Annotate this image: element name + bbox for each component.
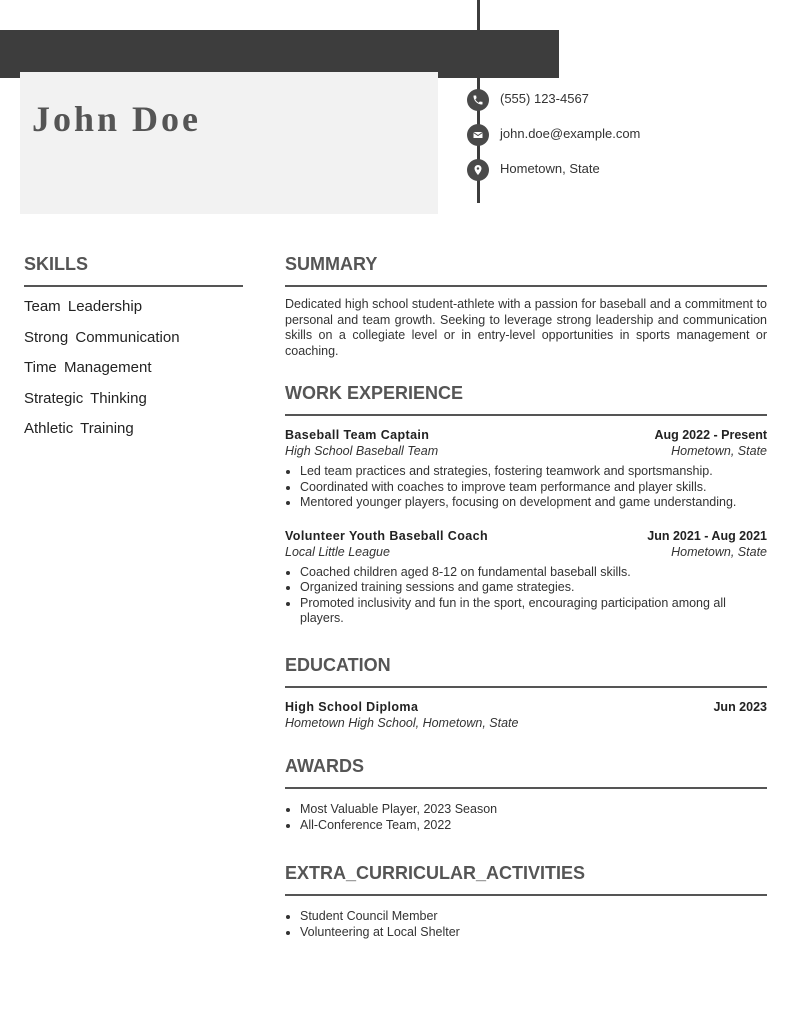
award-item: • Most Valuable Player, 2023 Season — [300, 801, 767, 817]
job-location: Hometown, State — [671, 544, 767, 559]
job-location: Hometown, State — [671, 444, 767, 458]
job-date: Aug 2022 - Present — [654, 428, 767, 442]
job-bullet: • Promoted inclusivity and fun in the sport, encouraging participation among all players. — [300, 596, 767, 627]
extracurricular-title: EXTRA_CURRICULAR_ACTIVITIES — [285, 863, 767, 896]
email-text: john.doe@example.com — [500, 126, 641, 141]
summary-title: SUMMARY — [285, 254, 767, 287]
activity-item: • Volunteering at Local Shelter — [300, 924, 767, 940]
skill-item: Athletic Training — [24, 420, 134, 437]
job-date: Jun 2021 - Aug 2021 — [647, 528, 767, 543]
skill-item: Team Leadership — [24, 298, 143, 315]
job-entry — [285, 428, 767, 511]
skills-title: SKILLS — [24, 254, 243, 287]
job-entry — [285, 529, 767, 627]
work-experience-section — [285, 383, 767, 627]
summary-text: Dedicated high school student-athlete with a passion for baseball and a commitment to personal and team growth. Seeking to leverage strong leadership and communication skills on a collegiate level or in entry-level opportunities in sports management or coaching. — [285, 297, 767, 358]
awards-section — [285, 756, 767, 833]
education-section — [285, 655, 767, 730]
candidate-name: John Doe — [32, 99, 202, 139]
location-text: Hometown, State — [500, 161, 600, 176]
job-bullet: • Coached children aged 8-12 on fundamental baseball skills. — [300, 565, 767, 581]
job-organization: Local Little League — [285, 544, 390, 559]
job-bullet: • Mentored younger players, focusing on development and game understanding. — [300, 495, 767, 511]
job-bullets — [285, 565, 767, 627]
activity-item: • Student Council Member — [300, 908, 767, 924]
education-entry — [285, 700, 767, 730]
skill-item: Strategic Thinking — [24, 389, 147, 407]
extracurricular-list — [285, 908, 767, 940]
job-bullet: • Led team practices and strategies, fostering teamwork and sportsmanship. — [300, 464, 767, 480]
education-date: Jun 2023 — [713, 699, 767, 714]
skills-section — [24, 254, 243, 450]
envelope-icon — [467, 124, 489, 146]
awards-list — [285, 801, 767, 833]
header-bar — [0, 30, 559, 78]
job-title: Baseball Team Captain — [285, 428, 430, 442]
summary-section — [285, 254, 767, 359]
phone-icon — [467, 89, 489, 111]
award-item: • All-Conference Team, 2022 — [300, 817, 767, 833]
extracurricular-section — [285, 863, 767, 940]
job-bullets — [285, 464, 767, 511]
job-title: Volunteer Youth Baseball Coach — [285, 528, 489, 543]
awards-title: AWARDS — [285, 756, 767, 789]
name-panel — [20, 72, 438, 214]
job-organization: High School Baseball Team — [285, 444, 439, 458]
location-pin-icon — [467, 159, 489, 181]
skill-item: Time Management — [24, 359, 152, 376]
skills-list — [24, 297, 243, 450]
contact-location — [467, 159, 767, 183]
school-name: Hometown High School, Hometown, State — [285, 715, 519, 730]
phone-text: (555) 123-4567 — [500, 91, 589, 106]
contact-phone — [467, 89, 767, 113]
degree-title: High School Diploma — [285, 699, 419, 714]
main-column — [285, 254, 767, 940]
work-experience-title: WORK EXPERIENCE — [285, 383, 767, 416]
job-bullet: • Coordinated with coaches to improve team performance and player skills. — [300, 480, 767, 496]
skill-item: Strong Communication — [24, 328, 180, 346]
job-bullet: • Organized training sessions and game strategies. — [300, 580, 767, 596]
education-title: EDUCATION — [285, 655, 767, 688]
contact-email — [467, 124, 767, 148]
